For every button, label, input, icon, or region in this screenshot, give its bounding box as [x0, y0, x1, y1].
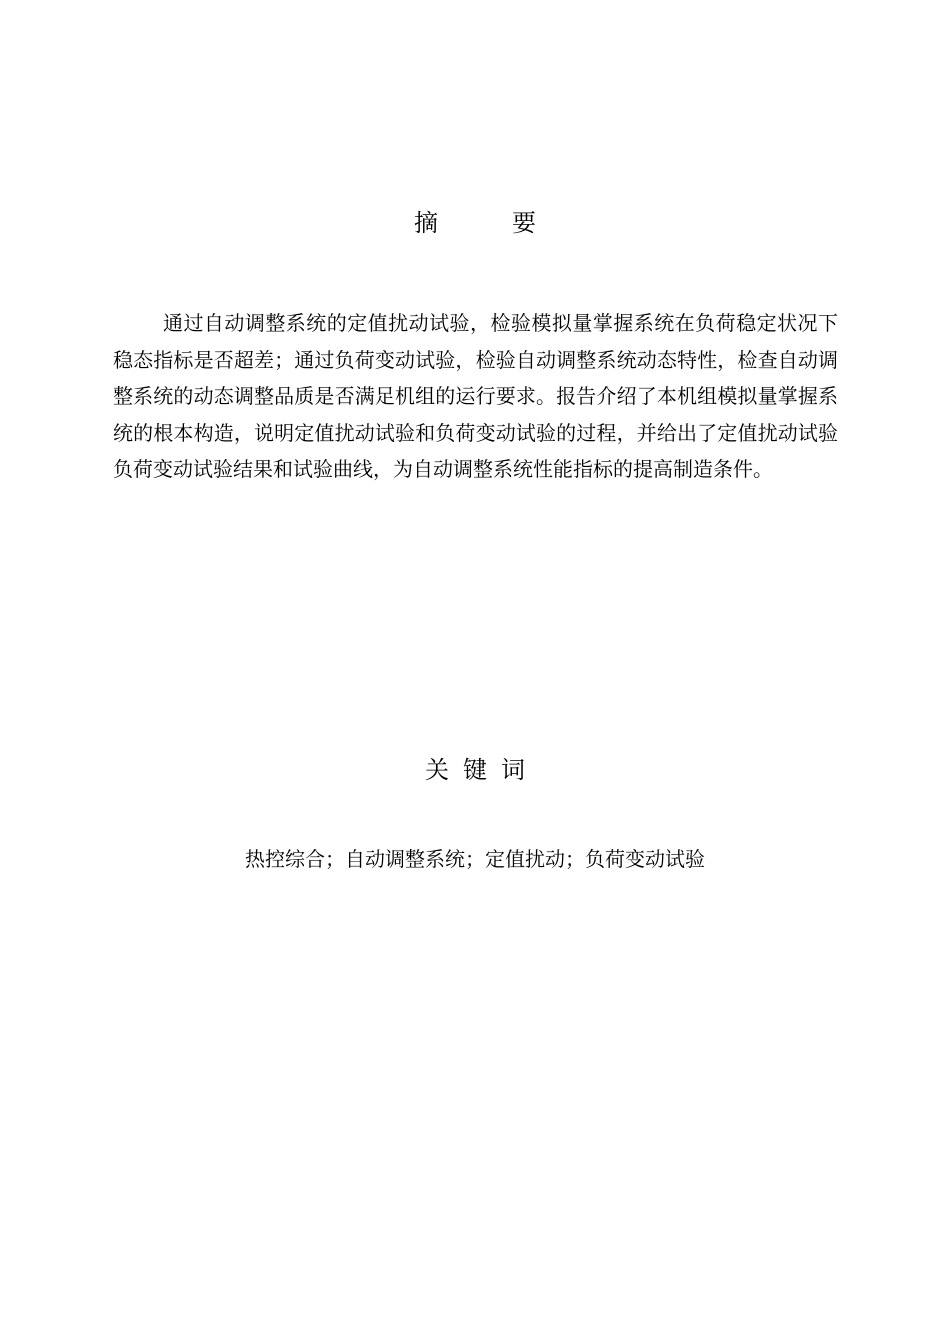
keywords-list: 热控综合；自动调整系统；定值扰动；负荷变动试验 [245, 847, 705, 871]
abstract-paragraph: 通过自动调整系统的定值扰动试验，检验模拟量掌握系统在负荷稳定状况下稳态指标是否超差；通过负荷变动试验，检验自动调整系统动态特性，检查自动调整系统的动态调整品质是否满足机组的运行要求。报告介绍了本机组模拟量掌握系统的根本构造，说明定值扰动试验和负荷变动试验的过程，并给出了定值扰动试验负荷变动试验结果和试验曲线，为自动调整系统性能指标的提高制造条件。 [113, 311, 838, 481]
abstract-heading-char-2: 要 [512, 209, 536, 237]
keywords-heading: 关键词 [425, 756, 539, 784]
abstract-heading [0, 205, 950, 241]
abstract-heading-char-1: 摘 [414, 209, 438, 237]
